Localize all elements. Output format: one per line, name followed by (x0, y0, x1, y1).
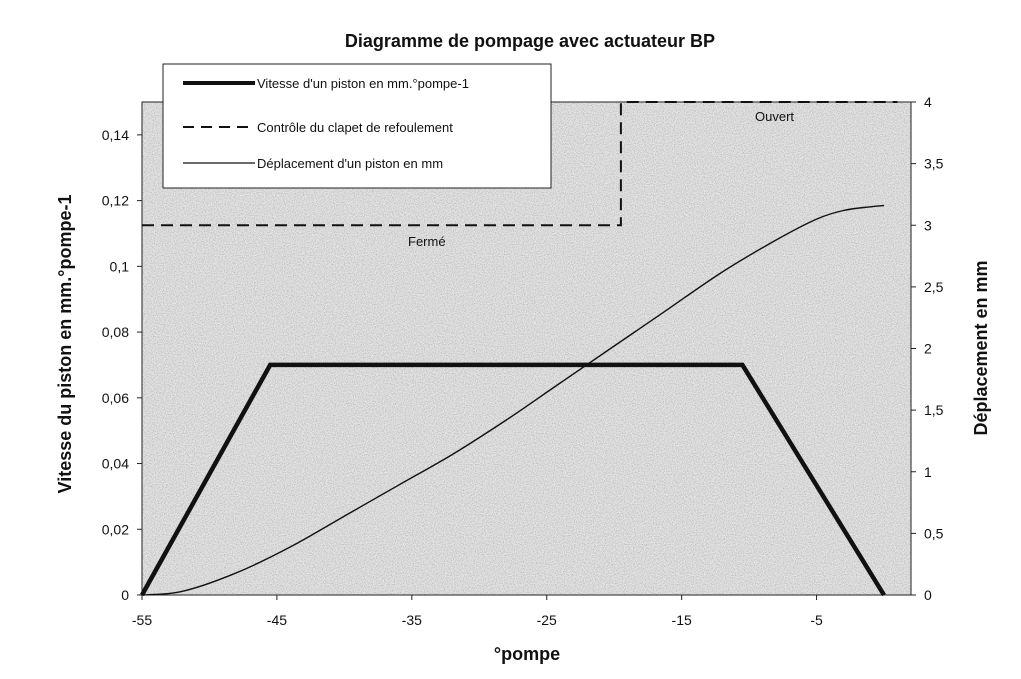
y-left-tick-label: 0,14 (101, 126, 129, 143)
y-right-tick-label: 3,5 (924, 155, 944, 172)
legend (163, 64, 551, 188)
y-left-tick-label: 0 (121, 587, 129, 603)
x-tick-label: -45 (266, 612, 288, 628)
y-right-tick-label: 1 (924, 463, 932, 480)
y-left-tick-label: 0,04 (101, 455, 129, 472)
x-tick-label: -25 (536, 612, 557, 628)
y-axis-left-label: Vitesse du piston en mm.°pompe-1 (55, 194, 75, 494)
y-axis-right (911, 94, 944, 603)
y-right-tick-label: 3 (924, 217, 932, 234)
x-axis (132, 595, 823, 628)
legend-label-vitesse: Vitesse d'un piston en mm.°pompe-1 (257, 76, 469, 91)
y-left-tick-label: 0,02 (101, 521, 129, 538)
y-right-tick-label: 4 (924, 94, 932, 110)
y-left-tick-label: 0,1 (109, 258, 129, 275)
chart-title: Diagramme de pompage avec actuateur BP (344, 31, 716, 51)
annotation-ouvert: Ouvert (755, 109, 795, 124)
legend-label-deplacement: Déplacement d'un piston en mm (257, 156, 444, 171)
y-right-tick-label: 2,5 (924, 278, 944, 295)
y-right-tick-label: 2 (924, 340, 932, 357)
x-tick-label: -35 (401, 612, 422, 628)
x-tick-label: -15 (671, 612, 692, 628)
y-left-tick-label: 0,08 (101, 324, 129, 341)
y-right-tick-label: 0 (924, 587, 932, 603)
y-left-tick-label: 0,12 (101, 192, 129, 209)
y-axis-left (102, 127, 142, 603)
y-left-tick-label: 0,06 (101, 389, 129, 406)
legend-label-controle: Contrôle du clapet de refoulement (257, 120, 453, 135)
x-tick-label: -5 (810, 612, 823, 628)
y-right-tick-label: 0,5 (924, 525, 944, 542)
x-axis-label: °pompe (493, 644, 561, 664)
y-axis-right-label: Déplacement en mm (971, 260, 991, 436)
x-tick-label: -55 (131, 612, 153, 628)
annotation-ferme: Fermé (408, 234, 446, 249)
y-right-tick-label: 1,5 (924, 402, 944, 419)
